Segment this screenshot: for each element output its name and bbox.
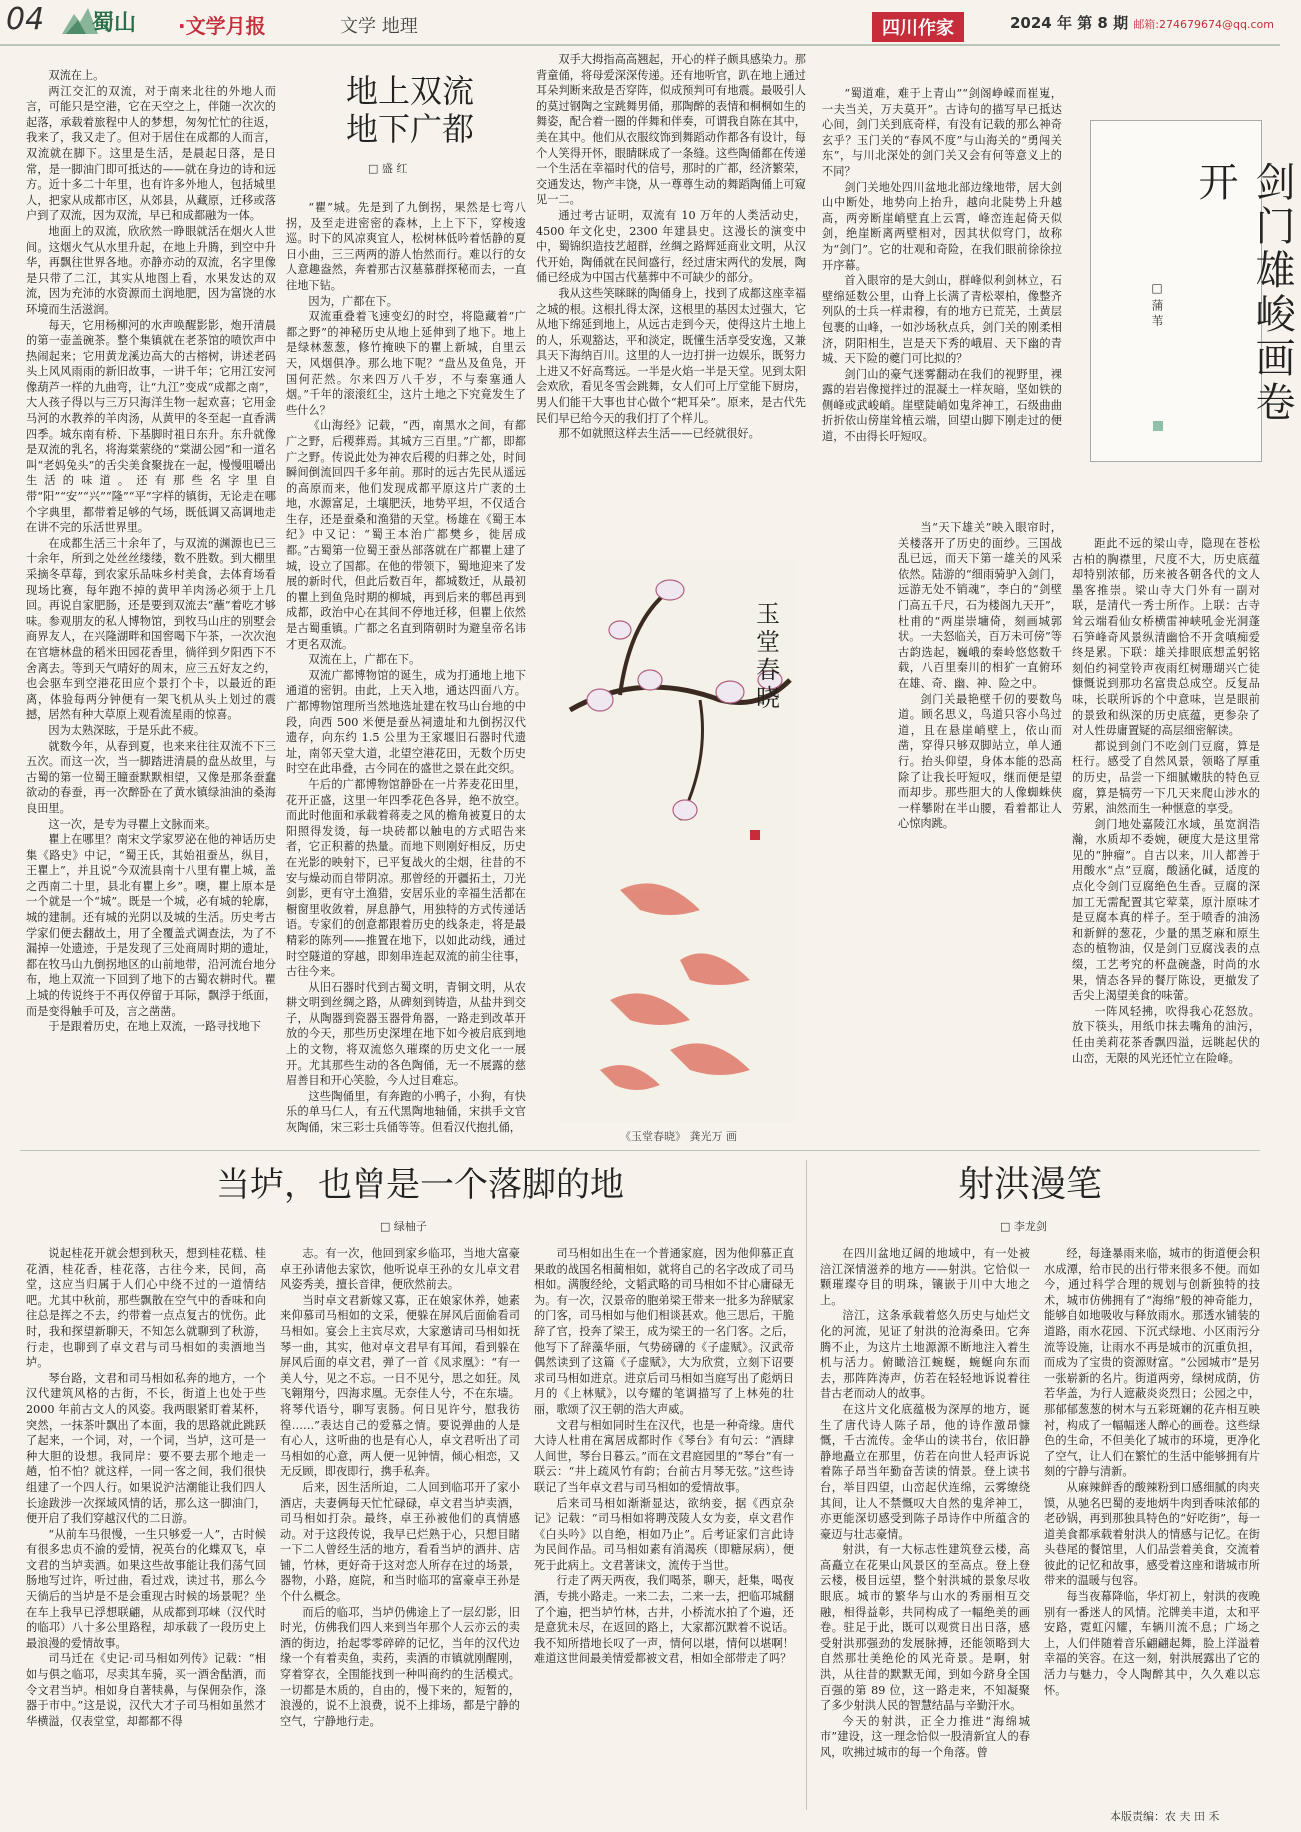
- paragraph: 今天的射洪，正全力推进“海绵城市”建设，这一理念恰似一股清新宜人的春风，吹拂过城市的每一个角落。曾: [820, 1714, 1030, 1759]
- masthead-subtitle: ·文学月报: [178, 14, 266, 38]
- paragraph: 后来，因生活所迫，二人回到临邛开了家小酒店，夫妻俩每天忙忙碌碌，卓文君当垆卖酒，司马相如打杂。最终，卓王孙被他们的真情感动。对于这段传说，我早已烂熟于心，只想目睹一下二人曾经生活的地方，看看当垆的酒井、店铺，竹林，更好奇于这对恋人所存在过的场景，器物，小路，庭院，和当时临邛的富豪卓王孙是个什么概念。: [280, 1480, 520, 1604]
- painting-caption: 《玉堂春晓》 龚光万 画: [620, 1130, 737, 1143]
- section-rule: [20, 1150, 1260, 1151]
- paragraph: “从前车马很慢，一生只够爱一人”，古时候有很多忠贞不渝的爱情，祝英台的化蝶双飞，卓文君的当垆卖酒。如果这些故事能让我们荡气回肠地写过许，听过曲，看过戏，读过书，那么今天徜后的当垆是不是会重现古时候的场景呢？坐在车上我早已浮想联翩，从成都到邛崃（汉代时的临邛）八十多公里路程，却承载了一段历史上最浪漫的爱情故事。: [26, 1527, 266, 1650]
- paragraph: 距此不远的梁山寺，隐现在苍松古柏的胸襟里，尺度不大，历史底蕴却特别浓郁，历来被各朝各代的文人墨客推崇。梁山寺大门外有一副对联，是清代一秀士所作。上联：古寺耸云端看仙女桥横雷神峡吼金光洞蓬石笋峰奇风景纵清幽恰不开贪嗔痴爱终是累。下联：雄关排眼底想孟躬铭刻伯约祠堂铃声夜雨红树珊瑚兴亡徒慷慨说到那功名富贵总成空。反复品味，长联所诉的个中意味，岂是眼前的景致和纵深的历史底蕴，更参杂了对人性毋庸置疑的高层细密解读。: [1072, 537, 1260, 738]
- article1-column-2: [286, 200, 526, 1138]
- paragraph: 双流在上，广都在下。: [308, 653, 421, 667]
- article4-column-2: [1044, 1246, 1260, 1801]
- paragraph: “瞿”城。先是到了九倒拐，果然是七弯八拐，及至走进密密的森林，上上下下，穿梭逡巡。时下的风凉爽宜人，松树林低吟着恬静的夏日小曲，三三两两的游人怡然而行。难以行的女人意趣盎然，奔着那古汉墓慕群探秘而去，一直往地下钻。: [286, 201, 526, 292]
- paragraph: 这些陶俑里，有奔跑的小鸭子，小狗，有快乐的单马仁人，有五代黑陶地轴俑，宋拱手文官灰陶俑，宋三彩士兵俑等等。但看汉代抱扎俑，: [286, 1089, 526, 1135]
- page-editor: 本版责编：农 夫 田 禾: [1110, 1810, 1220, 1823]
- masthead-logo: 蜀山: [92, 10, 137, 36]
- paragraph: 剑门关地处四川盆地北部边缘地带，居大剑山中断处，地势向上抬升，越向北陡势上升越高，两旁断崖峭壁直上云霄，峰峦连起倚天似剑，绝崖断离两壁相对，因其状似穹门，故称为“剑门”。它的壮观和奇险，在我们眼前徐徐拉开序幕。: [822, 180, 1062, 272]
- paragraph: 那不如就照这样去生活——已经就很好。: [558, 427, 760, 441]
- paragraph: 两江交汇的双流，对于南来北往的外地人而言，可能只是空港，它在天空之上，伴随一次次的起落，承载着旅程中人的梦想，匆匆忙忙的往返，我来了，我又走了。但对于居住在成都的人而言，双流就在脚下。这里是生活，是晨起日落，是日常，是一脚油门即可抵达的——就在身边的诗和远方。近十多二十年里，也有许多外地人，包括城里人，把家从成都市区，从郊县，从藏原，迁移或落户到了双流，因为双流，早已和成都融为一体。: [26, 84, 276, 223]
- paragraph: 行走了两天两夜，我们喝茶，聊天，赶集，喝夜酒，专挑小路走。一来二去，二来一去，把临邛城翻了个遍，把当垆竹林，古井，小桥流水拍了个遍，还是意犹未尽，在返回的路上，大家都沉默着不说话。我不知所措地长叹了一声，情何以堪，情何以堪啊！难道这世间最美情爱都被文君，相如全部带走了吗？: [534, 1574, 794, 1666]
- paragraph: 琴台路，文君和司马相如私奔的地方，一个汉代建筑风格的古街，不长，街道上也处于些 2000 年前古文人的风姿。我两眼紧盯着某杯，突然，一抹茶叶飘出了本面，我的思路就此跳跃了起来，一个词，对，一个词，当垆，这可是一种大胆的设想。我同岸：要不要去那个地走一趟，怕不怕？就这样，一同一客之间，我们很快组建了一个四人行。如果说沪沽潮能让我们四人长途跋涉一次探域风情的话，那么这一脚油门，便开启了我们穿越汉代的二日游。: [26, 1371, 266, 1526]
- article3-title: 当垆，也曾是一个落脚的地: [216, 1165, 624, 1205]
- article1-author: □ 盛 红: [368, 162, 408, 175]
- paragraph: 瞿上在哪里？南宋文学家罗泌在他的神话历史集《路史》中记，“蜀王氏，其始祖蚕丛，纵目，王瞿上”，并且说“今双流县南十八里有瞿上城，盖之西南二十里，县北有瞿上乡”。噢，瞿上原本是一个就是一个“城”。既是一个城，必有城的轮廓，城的建制。还有城的光阴以及城的生活。历史考古学家们便去翻故土，用了全覆盖式调查法，为了不漏掉一处遗迹，于是发现了三处商周时期的遗址，都在牧马山九倒拐地区的山前地带，沿河流台地分布，地上双流一下回到了地下的古蜀农耕时代。瞿上城的传说终于不再仅停留于耳际，飘浮于纸面，而是变得触手可及，言之凿凿。: [26, 833, 276, 1018]
- article3-column-2: [280, 1246, 520, 1816]
- paragraph: 而后的临邛，当垆仍佛途上了一层幻影，旧时光，仿佛我们四人来到当年那个人云亦云的卖酒的街边，抬起零零碎碎的记忆，当年的汉代边缘一个有着卖鱼，卖药，卖酒的市镇就刚醒刚，穿着穿衣，全围能找到一种叫商约的生活模式。一切都是木质的，自由的，慢下来的，短暂的，浪漫的，说不上浪费，说不上排场，都是宁静的空气，宁静地行走。: [280, 1605, 520, 1728]
- article3-column-1: [26, 1246, 266, 1816]
- paragraph: 双流在上。: [48, 69, 105, 82]
- column-rule: [806, 1160, 807, 1810]
- paragraph: 都说到剑门不吃剑门豆腐，算是枉行。感受了自然风景，领略了厚重的历史，品尝一下细腻嫩肤的特色豆腐，算是犒劳一下几天来爬山涉水的劳累，油然而生一种惬意的享受。: [1072, 739, 1260, 816]
- section-name: 文学 地理: [340, 16, 418, 37]
- paragraph: 剑门山的豪气迷雾翻动在我们的视野里，裸露的岩岩像搅拌过的混凝土一样灰暗，坚如铁的侧峰或武峻峭。崖壁陡峭如鬼斧神工，石级曲曲折折依山傍崖耸植云端，回望山脚下刚走过的便道，不由得长吁短叹。: [822, 367, 1062, 444]
- paragraph: 当“天下雄关”映入眼帘时，关楼落开了历史的面纱。三国战乱已远，而天下第一雄关的风采依然。陆游的“细雨骑驴入剑门，远游无处不销魂”，李白的“剑壁门高五千尺，石为楼阁九天开”，杜甫的“两崖崇墉倚，刻画城郭状。一夫怒临关，百万未可傍”等古韵选起，巍峨的秦岭悠悠数千载，八百里秦川的相犷一直俯环在雄、奇、幽、神、险之中。: [898, 521, 1062, 690]
- paragraph: 后来司马相如渐渐显达，欲纳妾，据《西京杂记》记载：“司马相如将聘茂陵人女为妾，卓文君作《白头吟》以自绝，相如乃止”。后考证家们言此诗为民间作品。司马相如素有消渴疾（即糖尿病），便死于此病上。文君著诔文，流传于当世。: [534, 1496, 794, 1572]
- article2-column-1b: [898, 520, 1062, 1138]
- paragraph: 《山海经》记载，“西，南黑水之间，有都广之野，后稷葬焉。其城方三百里。”广都，即都广之野。传说此处为神农后稷的归葬之处，时间瞬间倒流回四千多年前。那时的远古先民从遥远的高原而来，他们发现成都平原这片广袤的土地，水源富足，土壤肥沃，地势平坦，不仅适合生存，还是蚕桑和渔猎的天堂。杨雄在《蜀王本纪》中又记：“蜀王本治广都樊乡，徙居成都。”古蜀第一位蜀王蚕丛部落就在广都瞿上建了城，设立了国都。在他的带领下，蜀地迎来了发展的新时代，但此后数百年，都城数迁，从最初的瞿上到鱼凫时期的柳城，再到后来的郫邑再到成都，政治中心在其间不停地迁移，但瞿上依然是古蜀重镇。广都之名直到隋朝时为避皇帝名讳才更名双流。: [286, 419, 526, 651]
- paragraph: 双手大拇指高高翘起，开心的样子颇具感染力。那背童俑，将母爱深深传递。还有地听官，趴在地上通过耳朵判断来敌是否穿阵，似成预判可有地震。最吸引人的莫过钢陶之宝跳舞男俑，那陶醉的表情和桐桐如生的舞姿，配合着一圈的伴舞和伴奏，可谓我自陈在其中，美在其中。他们从衣服纹饰到舞蹈动作都各有设计，每个人笑得开怀，眼睛眯成了一条缝。这些陶俑都在传递一个生活在幸福时代的信号，那时的广都，经济繁荣，交通发达，物产丰饶，从一尊尊生动的舞蹈陶俑上可窥见一二。: [536, 53, 806, 207]
- paragraph: 文君与相如同时生在汉代，也是一种奇缘。唐代大诗人杜甫在寓居成都时作《琴台》有句云：“酒肆人间世，琴台日暮云。”而在文君庭园里的“琴台”有一联云：“井上疏风竹有韵；台前古月琴无弦。”这些诗联记了当年卓文君与司马相如的爱情故事。: [534, 1418, 794, 1494]
- issue-mail: 邮箱:274679674@qq.com: [1133, 18, 1274, 31]
- article2-column-2: [1072, 536, 1260, 1138]
- issue-number: 2024 年 第 8 期: [1010, 14, 1129, 32]
- paragraph: 通过考古证明，双流有 10 万年的人类活动史，4500 年文化史，2300 年建县史。这漫长的演变中中，蜀锦织造技艺超群，丝绸之路辉延商业文明，从汉代开始，陶俑就在民间盛行，经过唐宋两代的发展，陶俑已经成为中国古代墓葬中不可缺少的部分。: [536, 208, 806, 285]
- article3-column-3: [534, 1246, 794, 1816]
- header-rule: [0, 44, 1280, 46]
- paragraph: 在四川盆地辽阔的地域中，有一处被涪江深情滋养的地方——射洪。它恰似一颗璀璨夺目的明珠，镶嵌于川中大地之上。: [820, 1247, 1030, 1307]
- paragraph: 当时卓文君新嫁又寡，正在娘家休养，她素来仰慕司马相如的文采，便躲在屏风后面偷看司马相如。宴会上主宾尽欢，大家邀请司马相如抚琴一曲，其实，他对卓文君早有耳闻，看到躲在屏风后面的卓文君，弹了一首《凤求凰》：“有一美人兮，见之不忘。一日不见兮，思之如狂。凤飞翱翔兮，四海求凰。无奈佳人兮，不在东墙。将琴代语兮，聊写衷肠。何日见许兮，慰我彷徨……”表达自己的爱慕之情。要说弹曲的人是有心人，这听曲的也是有心人，卓文君听出了司马相如的心意，两人便一见钟情，倾心相恋，又无反顾，即夜即行，携手私奔。: [280, 1293, 520, 1479]
- paragraph: 涪江，这条承载着悠久历史与灿烂文化的河流，见证了射洪的沧海桑田。它奔腾不止，为这片土地源源不断地注入着生机与活力。俯瞰涪江蜿蜒，蜿蜒向东而去，那阵阵涛声，仿若在轻轻地诉说着往昔古老而动人的故事。: [820, 1309, 1030, 1401]
- paragraph: “蜀道难，难于上青山”“剑阁峥嵘而崔嵬，一夫当关，万夫莫开”。古诗句的描写早已抵达心间，剑门关到底奇样，有没有记载的那么神奇玄乎？玉门关的“春风不度”与山海关的“勇闯关东”，与川北深处的剑门关又会有何等意义上的不同？: [822, 87, 1062, 178]
- paragraph: 每当夜幕降临，华灯初上，射洪的夜晚别有一番迷人的风情。沱牌美丰道，太和平安路，霓虹闪耀，车辆川流不息；广场之上，人们伴随着音乐翩翩起舞，脸上洋溢着幸福的笑容。在这一刻，射洪展露出了它的活力与魅力，令人陶醉其中，久久难以忘怀。: [1044, 1590, 1260, 1697]
- article2-title: 剑门雄峻画卷开: [1192, 161, 1295, 425]
- paragraph: 因为太熟深眩，于是乐此不疲。: [48, 723, 206, 737]
- paragraph: 首入眼帘的是大剑山，群峰似利剑林立，石壁绵延数公里，山脊上长满了青松翠柏，像整齐列队的士兵一样肃穆，有的地方已荒芜，土黄层包裹的山峰，一如沙场秋点兵，剑门关的刚柔相济，阴阳相生，岂是天下秀的峨眉、天下幽的青城、天下险的夔门可比拟的？: [822, 274, 1062, 366]
- paragraph: 双流重叠着飞速变幻的时空，将隐藏着“广都之野”的神秘历史从地上延伸到了地下。地上是绿林葱葱，修竹掩映下的瞿上新城，自里云天，风烟俱净。那么地下呢？“盘丛及鱼凫，开国何茫然。尔来四万八千岁，不与秦塞通人烟。”千年的滚滚红尘，这片土地之下究竟发生了些什么？: [286, 310, 526, 417]
- article4-column-1: [820, 1246, 1030, 1811]
- article2-author: □ 蒲 苇: [1150, 281, 1164, 327]
- paragraph: 说起桂花开就会想到秋天，想到桂花糕、桂花酒，桂花香，桂花落，古往今来，民间，高堂，这应当归属于人们心中绕不过的一道情结吧。尤其中秋前，那些飘散在空气中的香味和向往总是挥之不去，约带着一点点复古的忧伤。此时，我和探望新聊天，不知怎么就聊到了秋游，行走，也聊到了卓文君与司马相如的卖酒地当垆。: [26, 1247, 266, 1370]
- article1-column-3: [536, 52, 806, 542]
- article4-title: 射洪漫笔: [957, 1164, 1102, 1205]
- article4-author: □ 李龙剑: [1000, 1220, 1047, 1233]
- paragraph: 我从这些笑眯眯的陶俑身上，找到了成都这座幸福之城的根。这根扎得太深，这根里的基因太过强大，它从地下绵延到地上，从远古走到今天，使得这片土地上的人，乐观豁达，平和淡定，既懂生活享受安逸，又兼具天下海纳百川。这里的人一边打拼一边娱乐，既努力上进又不好高骛远。一半是火焰一半是天堂。见到太阳会欢欣，看见冬雪会跳舞，女人们可上厅堂能下厨房，男人们能干大事也甘心做个“耙耳朵”。原来，是古代先民们早已给今天的我们打了个样儿。: [536, 286, 806, 425]
- paragraph: 因为，广都在下。: [308, 294, 398, 308]
- issue-info: [1010, 12, 1274, 33]
- paragraph: 从旧石器时代到古蜀文明，青铜文明，从农耕文明到丝绸之路，从碑刻到铸造，从盐井到交子，从陶器到瓷器玉器骨角器，一路走到改革开放的今天，那些历史深埋在地下如今被启底到地上的文物，将双流悠久璀璨的历史文化一一展开。尤其那些生动的各色陶俑，无一不展露的慈眉善目和开心笑脸，今人过目难忘。: [286, 980, 526, 1088]
- paragraph: 一阵风轻拂，吹得我心花怒放。放下筷头，用纸巾抹去嘴角的油污，任由美莉花茶香飘四溢，远眺起伏的山峦，无限的风光还忙立在险峰。: [1072, 1004, 1260, 1065]
- article2-column-1: [822, 86, 1062, 516]
- brand-badge: 四川作家: [872, 12, 964, 42]
- decorative-square-icon: [1153, 421, 1163, 431]
- page-header: [0, 0, 1280, 44]
- paragraph: 每天，它用杨柳河的水声唤醒影影，炮开清晨的第一壶盖碗茶。整个集镇就在老茶馆的喷饮声中热闹起来；它用黄龙溪边高大的古榕树，讲述老码头上风风雨雨的新旧故事，一讲千年；它用江安河像葫芦一样的九曲弯，让“九江”变成“成都之南”，大人孩子得以与三万只海洋生物一起欢喜；它用金马河的水教养的羊肉汤，从黄甲的冬至起一直香满四季。城东南有桥、下基脚时祖日东升。东升就像是双流的乳名，将海棠萦绕的“棠湖公园”和一道名叫“老妈兔头”的舌尖美食聚拢在一起，慢慢咀嚼出生活的味道。还有那些名字里自带“阳”“安”“兴”“隆”“平”字样的镇街，无论走在哪个字典里，都带着足够的气场，既低调又高调地走在讲不完的乐活世界里。: [26, 318, 276, 535]
- paragraph: 剑门关最艳壁千仞的要数鸟道。顾名思义，鸟道只容小鸟过道，且在悬崖峭壁上，依山而凿，穿得只够双脚站立，单人通行。抬头仰望，身体本能的恐高除了让我长吁短叹，继而便是望而却步。那些胆大的人像蜘蛛侠一样攀附在半山腰，看着都让人心惊肉跳。: [898, 692, 1062, 831]
- paragraph: 经，每逢暴雨来临，城市的街道便会积水成潭，给市民的出行带来很多不便。而如今，通过科学合理的规划与创新独特的技术，城市仿佛拥有了“海绵”般的神奇能力，能够自如地吸收与释放雨水。那透水铺装的道路，雨水花园、下沉式绿地、小区雨污分流等设施，让雨水不再是城市的沉重负担，而成为了宝贵的资源财富。“公园城市”是另一张崭新的名片。街道两旁，绿树成荫，仿若华盖，为行人遮蔽炎炎烈日；公园之中，那郁郁葱葱的树木与五彩斑斓的花卉相互映衬，构成了一幅幅迷人醉心的画卷。这些绿色的生命，不但美化了城市的环境，更净化了空气，让人们在繁忙的生活中能够拥有片刻的宁静与清新。: [1044, 1247, 1260, 1479]
- article1-title-line1: 地上双流: [345, 72, 474, 110]
- page-number: 04: [6, 2, 45, 37]
- paragraph: 剑门地处嘉陵江水域，虽宽润浩瀚，水质却不委婉，硬度大是这里常见的“肿瘤”。自古以来，川人都善于用酸水“点”豆腐，酸涵化碱，适度的点化令剑门豆腐绝色生香。豆腐的深加工无需配置其它荤菜，原汁原味才是豆腐本真的样子。至于喷香的油汤和新鲜的葱花，少量的黑芝麻和原生态的植物油，仅是剑门豆腐浅表的点缀，工艺考究的杯盘碗盏，时尚的水果，情态各异的餐厅陈设，更撤发了舌尖上渴望美食的味蕾。: [1072, 817, 1260, 1003]
- painting-inscription: 玉堂春晓: [756, 600, 780, 712]
- paragraph: 于是跟着历史，在地上双流，一路寻找地下: [48, 1020, 261, 1034]
- article2-title-box: [1090, 120, 1295, 462]
- paragraph: 这一次，是专为寻瞿上文脉而来。: [48, 817, 217, 831]
- article1-title: [290, 72, 530, 148]
- paragraph: 地面上的双流，欣欣然一睁眼就活在烟火人世间。这烟火气从水里升起，在地上升腾，到空中升华，再飘往世界各地。亦静亦动的双流，名字里像是只带了二江，其实从地图上看，水果发达的双流，因为充沛的水资源而土润地肥，因为富饶的水环境而生活滋润。: [26, 224, 276, 316]
- paragraph: 在成都生活三十余年了，与双流的渊源也已三十余年，所到之处丝丝缕缕，数不胜数。到大棚里采摘冬草莓，到农家乐品味乡村美食，去体育场看现场比赛，每年跑不掉的黄甲羊肉汤必须于上几回。再说自家肥肠，还是要到双流去“蘸”着吃才够味。参观朋友的私人博物馆，到牧马山庄的别墅会商界友人，在兴隆湖畔和国窖喝下午茶，一次次泡在官塘林盘的稻米田园花香里，徜徉到夕阳西下不舍离去。等到天气晴好的周末，应三五好友之约，也会驱车到空港花田应个景打个卡，以最近的距离，体验每两分钟便有一架飞机从头上划过的震撼，居然有种大草原上观看流星雨的惊喜。: [26, 536, 276, 722]
- paragraph: 就数今年，从春到夏，也来来往往双流不下三五次。而这一次，当一脚踏进清晨的盘丛故里，与古蜀的第一位蜀王瞳蚕默默相望，又像是那条蚕蠢欲动的春蚕，再一次醉卧在了黄水镇绿油油的桑海良田里。: [26, 739, 276, 815]
- paragraph: 从麻辣鲜香的酸辣粉到口感细腻的肉夹馍，从驰名巴蜀的麦地炳牛肉到香味浓郁的老砂锅，再到那独具特色的“好吃街”，每一道美食都承载着射洪人的情感与记忆。在街头巷尾的餐馆里，人们品尝着美食，交流着彼此的记忆和故事，感受着这座和谐城市所带来的温暖与包容。: [1044, 1480, 1260, 1588]
- paragraph: 午后的广都博物馆静卧在一片荞麦花田里，花开正盛，这里一年四季花色各异，绝不放空。而此时他面和承载着蒋麦之风的檐角被夏日的太阳照得发烫，每一块砖都以触电的方式昭告来者，它正积蓄的热量。而地下则刚好相反，历史在光影的映射下，已平复战火的尘烟，往昔的不安与燥动而自带阴凉。那曾经的开疆拓土，刀光剑影，更有守土渔猎，安居乐业的幸福生活都在橱窗里收敛着，屏息静气，用独特的方式传递话语。专家们的创意都跟着历史的线条走，将是最精彩的陈列——推置在地下，以如此动线，通过时空隧道的穿越，即刻串连起双流的前尘往事，古往今来。: [286, 777, 526, 979]
- painting-image: [560, 560, 796, 1122]
- article1-title-line2: 地下广都: [345, 110, 474, 148]
- paragraph: 在这片文化底蕴极为深厚的地方，诞生了唐代诗人陈子昂，他的诗作激昂慷慨，千古流传。金华山的读书台，依旧静静地矗立在那里，仿若在向世人轻声诉说着陈子昂当年勤奋苦读的情景。登上读书台，举目四望，山峦起伏连绵，云雾缭绕其间，让人不禁慨叹大自然的鬼斧神工，亦更能深切感受到陈子昂诗作中所蕴含的豪迈与壮志豪情。: [820, 1402, 1030, 1541]
- paragraph: 射洪，有一大标志性建筑登云楼，高高矗立在花果山风景区的至高点。登上登云楼，极目远望，整个射洪城的景象尽收眼底。城市的繁华与山水的秀丽相互交融，相得益彰，共同构成了一幅绝美的画卷。驻足于此，既可以观赏日出日落，感受射洪那强劲的发展脉搏，还能领略到大自然那壮美绝伦的风光奇景。是啊，射洪，从往昔的默默无闻，到如今跻身全国百强的第 89 位，这一路走来，不知凝聚了多少射洪人民的智慧结晶与辛勤汗水。: [820, 1543, 1030, 1713]
- paragraph: 司马迁在《史记·司马相如列传》记载：“相如与俱之临邛，尽卖其车骑，买一酒舍酤酒，而令文君当垆。相如身自著犊鼻，与保佣杂作，涤器于市中。”这是说，汉代大才子司马相如虽然才华横溢，仅表堂堂，却都都不得: [26, 1652, 266, 1728]
- article3-author: □ 绿柚子: [380, 1220, 427, 1233]
- paragraph: 志。有一次，他回到家乡临邛，当地大富豪卓王孙请他去家饮，他听说卓王孙的女儿卓文君风姿秀美，擅长音律，便欣然前去。: [280, 1247, 520, 1292]
- paragraph: 司马相如出生在一个普通家庭，因为他仰慕正直果敢的战国名相蔺相如，就将自己的名字改成了司马相如。满腹经纶，文韬武略的司马相如不甘心庸碌无为。有一次，汉景帝的胞弟梁王带来一批多为辞赋家的门客，司马相如与他们相谈甚欢。他三思后，干脆辞了官，投奔了梁王，成为梁王的一名门客。之后，他写下了辞藻华丽，气势磅礴的《子虚赋》。汉武帝偶然读到了这篇《子虚赋》，大为欣赏，立刻下诏要求司马相如进京。进京后司马相如当庭写出了彪炳日月的《上林赋》，以夸耀的笔调描写了上林苑的壮丽，歌颂了汉王朝的浩大声威。: [534, 1247, 794, 1416]
- paragraph: 双流广都博物馆的诞生，成为打通地上地下通道的密钥。由此，上天入地，通达四面八方。广都博物馆理所当然地选址建在牧马山台地的中段，向西 500 米便是蚕丛祠遗址和九倒拐汉代遗存，向东约 1.5 公里为王家堰旧石器时代遗址，南邻天堂大道，北望空港花田，无数个历史时空在此串叠，古今同在的盛世之景在此交织。: [286, 668, 526, 776]
- article1-column-1: [26, 68, 276, 1138]
